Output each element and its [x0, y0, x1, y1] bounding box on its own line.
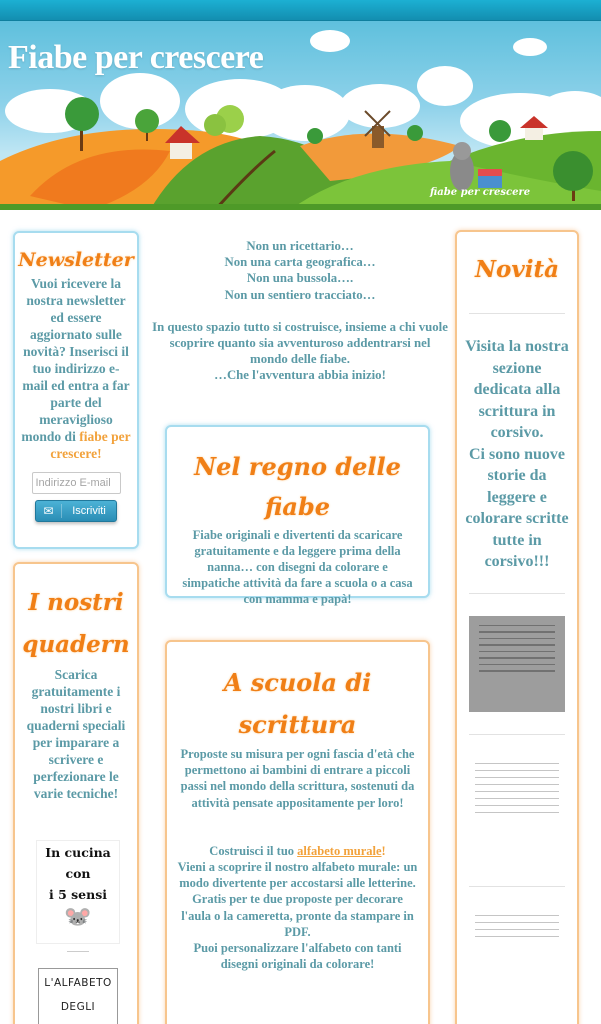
regno-fiabe-box[interactable] [165, 425, 430, 606]
intro-paragraph: In questo spazio tutto si costruisce, insieme a chi vuole scoprire quanto sia avventuroso addentrarsi nel mondo delle fiabe. [152, 319, 448, 367]
scuola-scrittura-box [165, 640, 430, 1024]
newsletter-description: Vuoi ricevere la nostra newsletter ed essere aggiornato sulle novità? Inserisci il tuo indirizzo e-mail ed entra a far parte del meraviglioso mondo di [21, 276, 130, 444]
book-title-line: i 5 sensi [48, 887, 107, 902]
story-thumbnail-3[interactable] [469, 915, 565, 1020]
book-title-line: In cucina [45, 845, 111, 860]
personalize-text: Puoi personalizzare l'alfabeto con tanti disegni originali da colorare! [193, 941, 402, 972]
regno-title[interactable]: Nel regno delle fiabe [194, 452, 401, 521]
quaderni-box [13, 562, 139, 1024]
intro-line: Non un sentiero tracciato… [224, 287, 376, 302]
murale-suffix: ! [381, 843, 386, 858]
murale-text: Vieni a scoprire il nostro alfabeto murale: un modo divertente per accostarsi alle letterine. [177, 860, 418, 891]
book-cover-in-cucina[interactable] [36, 840, 120, 944]
novita-box [455, 230, 579, 1024]
newsletter-box [13, 231, 139, 549]
novita-text-2[interactable]: Ci sono nuove storie da leggere e colorare scritte tutte in corsivo!!! [465, 445, 569, 570]
intro-line: Non una carta geografica… [224, 255, 376, 270]
site-title[interactable]: Fiabe per crescere [8, 39, 264, 76]
email-input[interactable] [32, 472, 121, 494]
quaderni-title[interactable]: I nostri quadern [22, 589, 130, 658]
alfabeto-murale-link[interactable]: alfabeto murale [297, 843, 382, 858]
regno-text: Fiabe originali e divertenti da scaricare gratuitamente e da leggere prima della nanna… con disegni da colorare e simpatiche attività da fare a scuola o a casa con mamma e papà! [182, 528, 413, 606]
newsletter-text [15, 271, 137, 462]
mouse-chef-icon: 🐭 [64, 904, 92, 929]
header-banner[interactable] [0, 21, 601, 210]
scuola-title[interactable]: A scuola di scrittura [223, 668, 372, 739]
gratis-text: Gratis per te due proposte per decorare l'aula o la cameretta, pronte da stampare in PDF. [181, 892, 414, 939]
murale-heading [167, 843, 428, 859]
quaderni-text: Scarica gratuitamente i nostri libri e quaderni speciali per imparare a scrivere e perfezionare le varie tecniche! [26, 667, 126, 801]
top-bar [0, 0, 601, 21]
novita-title: Novità [475, 256, 559, 283]
intro-line: Non una bussola…. [246, 271, 354, 286]
book-cover-alfabeto[interactable] [38, 968, 118, 1024]
intro-line: Non un ricettario… [246, 239, 354, 253]
newsletter-title: Newsletter [18, 249, 134, 271]
novita-text-1[interactable]: Visita la nostra sezione dedicata alla scrittura in corsivo. [465, 338, 569, 441]
subscribe-button-label: Iscriviti [72, 505, 106, 517]
intro-closing: …Che l'avventura abbia inizio! [214, 368, 386, 383]
intro-section [150, 238, 450, 384]
subscribe-button[interactable] [35, 500, 117, 522]
newsletter-highlight: fiabe per crescere! [50, 429, 131, 461]
envelope-icon: ✉ [36, 504, 62, 518]
book-title-line: L'ALFABETO [44, 977, 112, 989]
book-title-line: DEGLI [60, 1001, 96, 1013]
book-title-line: con [65, 866, 91, 881]
logo-caption: fiabe per crescere [430, 187, 531, 198]
divider [67, 951, 89, 952]
murale-prefix: Costruisci il tuo [209, 843, 298, 858]
scuola-text: Proposte su misura per ogni fascia d'età che permettono ai bambini di entrare a piccoli passi nel mondo della scrittura, sostenuti da attività pensate appositamente per loro! [180, 747, 415, 810]
story-thumbnail-2[interactable] [469, 763, 565, 868]
story-thumbnail-1[interactable] [469, 616, 565, 712]
